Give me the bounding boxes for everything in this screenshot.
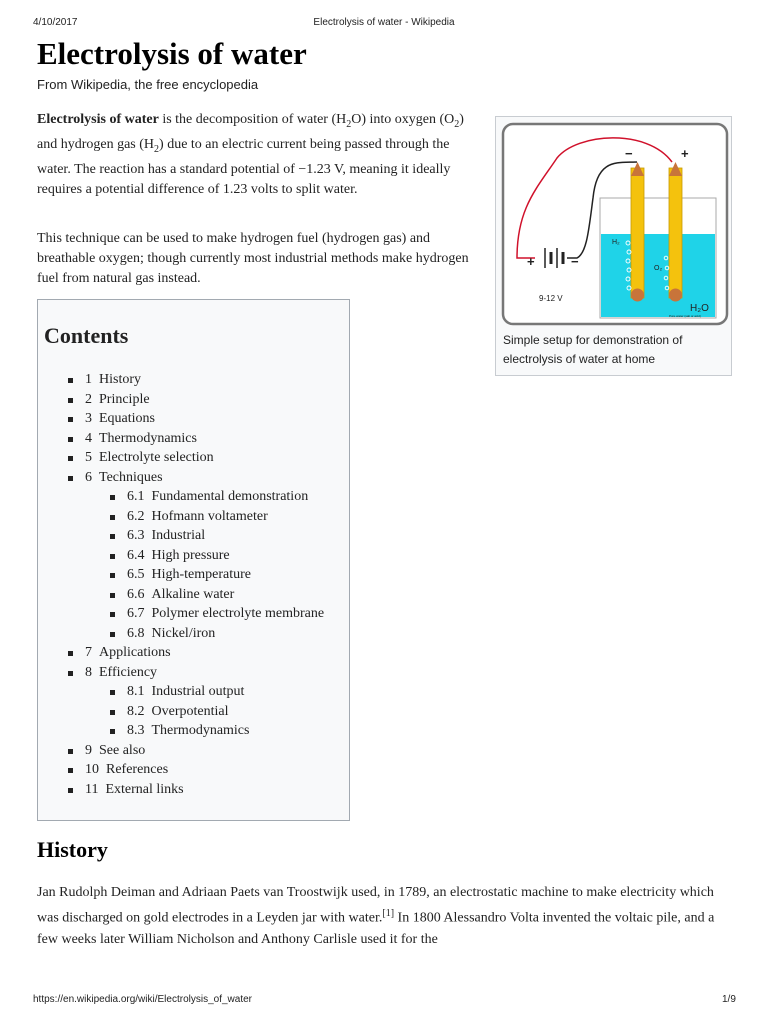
toc-item-label: References xyxy=(106,762,169,777)
toc-item[interactable] xyxy=(38,604,324,624)
water-note: Pure water (salt or acid) xyxy=(669,314,701,318)
toc-item-label: Thermodynamics xyxy=(99,430,197,446)
toc-item[interactable] xyxy=(38,565,324,585)
battery-plus-label: + xyxy=(527,254,535,269)
intro-bold-term: Electrolysis of water xyxy=(37,112,159,127)
toc-item[interactable] xyxy=(38,682,324,702)
toc-item-number: 10 xyxy=(85,762,99,777)
toc-item-label: Alkaline water xyxy=(151,586,235,602)
toc-item-label: Nickel/iron xyxy=(151,625,216,641)
toc-item[interactable] xyxy=(38,741,324,761)
toc-item-number: 6.6 xyxy=(127,586,145,602)
infobox-caption: Simple setup for demonstration of electrolysis of water at home xyxy=(503,333,683,366)
page-tagline: From Wikipedia, the free encyclopedia xyxy=(37,77,259,92)
toc-item-label: External links xyxy=(105,781,184,797)
toc-item[interactable] xyxy=(38,448,324,468)
toc-item-number: 6.3 xyxy=(127,528,145,543)
toc-item[interactable] xyxy=(38,429,324,449)
infobox xyxy=(495,116,732,376)
battery-minus-label: − xyxy=(571,254,579,269)
toc-item[interactable] xyxy=(38,507,324,527)
anode-bottom xyxy=(669,289,682,302)
history-paragraph: Jan Rudolph Deiman and Adriaan Paets van Troostwijk used, in 1789, an electrostatic machine to make electricity which was discharged on gold electrodes in a Leyden jar with water.[1] In 1800 Alessandro Volta invented the voltaic pile, and a few weeks later William Nicholson and Anthony Carlisle used it for the xyxy=(37,885,715,947)
page-title: Electrolysis of water xyxy=(37,36,307,71)
toc-item-number: 5 xyxy=(85,450,92,465)
toc-title: Contents xyxy=(44,323,129,348)
toc-item-number: 7 xyxy=(85,645,92,660)
toc-item-number: 11 xyxy=(85,781,99,797)
toc-item-number: 6.4 xyxy=(127,547,145,563)
toc-item[interactable] xyxy=(38,390,324,410)
toc-item[interactable] xyxy=(38,760,324,780)
electrolysis-diagram xyxy=(497,118,730,328)
toc-item-label: Fundamental demonstration xyxy=(151,489,309,504)
toc-item[interactable] xyxy=(38,468,324,488)
toc-item-number: 2 xyxy=(85,391,92,407)
toc-item[interactable] xyxy=(38,370,324,390)
toc-item[interactable] xyxy=(38,780,324,800)
toc-list xyxy=(38,370,324,799)
h2o-label: H₂O xyxy=(690,303,709,314)
toc-item-label: History xyxy=(99,372,141,387)
toc-item[interactable] xyxy=(38,585,324,605)
toc-item-label: High pressure xyxy=(151,547,230,563)
h2-label: H₂ xyxy=(612,239,620,246)
toc-item-number: 4 xyxy=(85,430,92,446)
toc-item[interactable] xyxy=(38,663,324,683)
toc-item-number: 6.2 xyxy=(127,508,145,524)
toc-item[interactable] xyxy=(38,721,324,741)
toc-item[interactable] xyxy=(38,702,324,722)
toc-item-number: 6 xyxy=(85,469,92,485)
anode-electrode xyxy=(669,168,682,298)
toc-item-number: 8.3 xyxy=(127,723,145,738)
toc-item-label: Techniques xyxy=(99,469,163,485)
o2-label: O₂ xyxy=(654,265,663,272)
toc-item[interactable] xyxy=(38,526,324,546)
toc-item-number: 3 xyxy=(85,411,92,426)
print-url: https://en.wikipedia.org/wiki/Electrolysis_of_water xyxy=(33,994,252,1005)
technique-paragraph: This technique can be used to make hydrogen fuel (hydrogen gas) and breathable oxygen; though currently most industrial methods make hydrogen fuel from natural gas instead. xyxy=(37,231,469,286)
intro-paragraph: Electrolysis of water is the decomposition of water $(H_2O)$ into oxygen $(O_2)$ and hydrogen gas $(H_2)$ due to an electric current being passed through the water. The reaction has a standard potential of −1.23 V, meaning it ideally requires a potential difference of 1.23 volts to split water. xyxy=(37,112,464,197)
print-page-title: Electrolysis of water - Wikipedia xyxy=(313,17,455,28)
history-heading: History xyxy=(37,837,108,862)
toc-item-label: Efficiency xyxy=(99,664,158,680)
toc-item[interactable] xyxy=(38,643,324,663)
reference-link[interactable]: [1] xyxy=(382,908,395,919)
print-date: 4/10/2017 xyxy=(33,17,78,28)
toc-item-label: Industrial xyxy=(151,528,206,543)
toc-item-label: Overpotential xyxy=(151,703,229,719)
toc-item-number: 8.1 xyxy=(127,684,145,699)
voltage-label: 9-12 V xyxy=(539,294,563,303)
toc-item-number: 8.2 xyxy=(127,703,145,719)
toc-item-label: Polymer electrolyte membrane xyxy=(151,606,325,621)
toc-item-label: Industrial output xyxy=(151,684,245,699)
toc-item-label: Thermodynamics xyxy=(151,723,250,738)
toc-item-label: High-temperature xyxy=(151,567,252,582)
toc-item[interactable] xyxy=(38,409,324,429)
anode-plus-label: + xyxy=(681,146,689,161)
toc-item-number: 6.7 xyxy=(127,606,145,621)
toc-item[interactable] xyxy=(38,487,324,507)
toc-item[interactable] xyxy=(38,624,324,644)
cathode-minus-label: − xyxy=(625,146,633,161)
toc-item-number: 1 xyxy=(85,372,92,387)
cathode-bottom xyxy=(631,289,644,302)
toc-item-number: 8 xyxy=(85,664,92,680)
toc-item-number: 6.5 xyxy=(127,567,145,582)
toc-item-number: 9 xyxy=(85,742,92,758)
cathode-electrode xyxy=(631,168,644,298)
toc-item-label: Applications xyxy=(99,645,171,660)
toc-item-label: Equations xyxy=(99,411,155,426)
table-of-contents xyxy=(37,299,350,821)
toc-item-label: See also xyxy=(99,742,146,758)
toc-item-number: 6.1 xyxy=(127,489,145,504)
toc-item-label: Principle xyxy=(99,391,150,407)
toc-item-label: Electrolyte selection xyxy=(99,450,214,465)
toc-item[interactable] xyxy=(38,546,324,566)
toc-item-label: Hofmann voltameter xyxy=(151,508,268,524)
toc-item-number: 6.8 xyxy=(127,625,145,641)
print-page-number: 1/9 xyxy=(722,994,736,1005)
